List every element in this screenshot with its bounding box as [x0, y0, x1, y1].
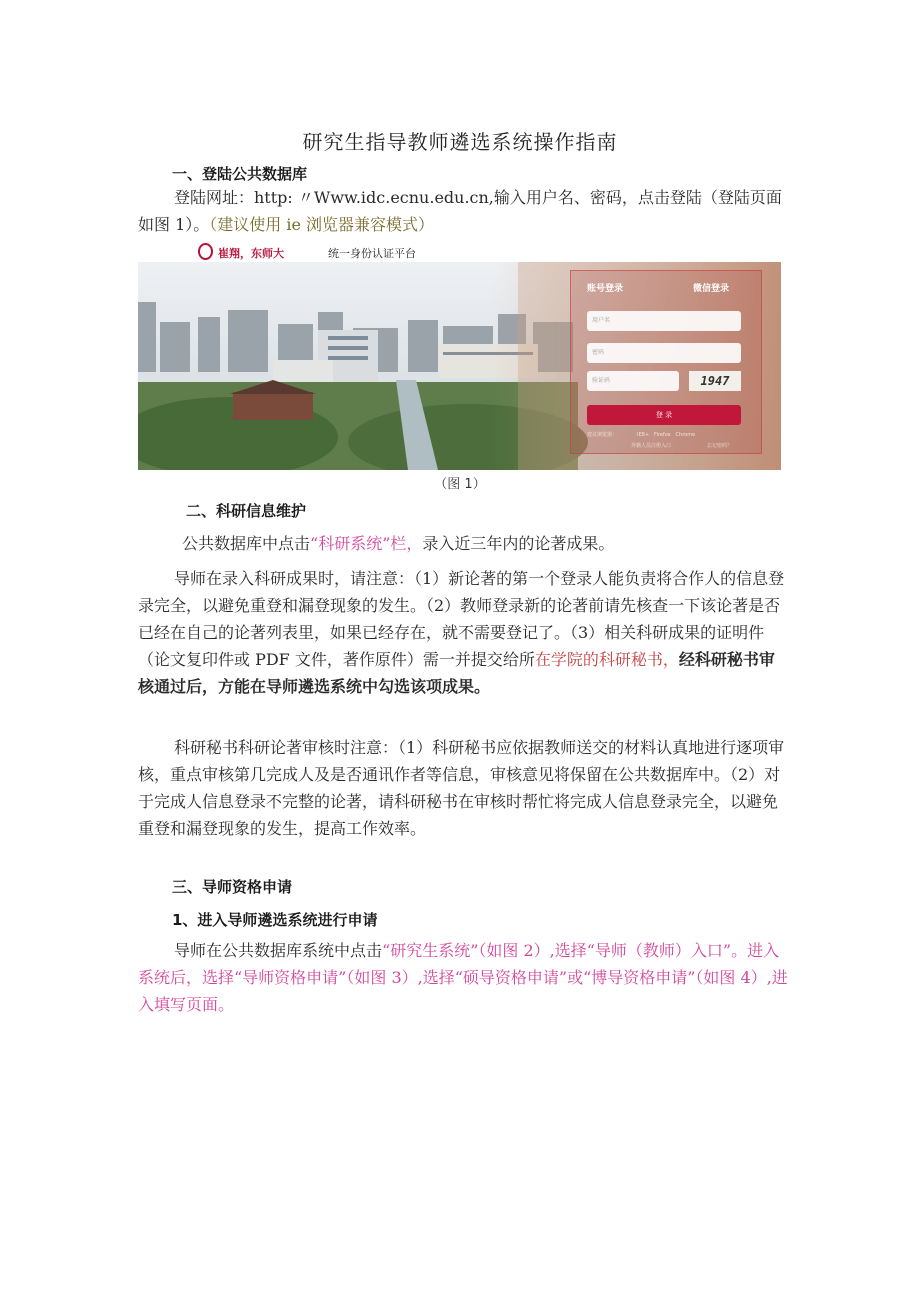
section3-heading: 三、导师资格申请	[172, 878, 293, 896]
section2-paragraph-2	[138, 565, 788, 700]
section2-paragraph-1	[138, 530, 788, 557]
login-panel	[570, 270, 762, 454]
figure-ref: 如图 1）。	[138, 215, 210, 234]
forgot-password-link[interactable]: 忘记密码？	[707, 443, 733, 449]
logo-text: 崔翔，东师大	[218, 247, 284, 260]
foreign-register-link[interactable]: 外籍人员注册入口	[631, 443, 672, 449]
p1-text-b: 录入近三年内的论著成果。	[422, 534, 615, 553]
username-input[interactable]: 用户名	[587, 311, 741, 331]
section1-heading: 一、登陆公共数据库	[172, 165, 308, 183]
tab-wechat-login[interactable]: 微信登录	[693, 284, 730, 294]
tab-account-login[interactable]: 账号登录	[587, 284, 624, 294]
captcha-image[interactable]: 1947	[689, 371, 741, 391]
figure-caption: （图 1）	[434, 477, 486, 492]
section3-subheading: 1、进入导师遴选系统进行申请	[172, 911, 378, 929]
p1-text-a: 公共数据库中点击	[182, 534, 311, 553]
section2-heading: 二、科研信息维护	[186, 502, 307, 520]
password-input[interactable]: 密码	[587, 343, 741, 363]
section3-paragraph	[138, 937, 788, 1018]
s3-text-a: 导师在公共数据库系统中点击	[174, 941, 383, 960]
university-logo-icon	[198, 243, 213, 260]
campus-photo	[138, 262, 781, 470]
browser-note: （建议使用 ie 浏览器兼容模式）	[209, 215, 435, 234]
login-button[interactable]: 登 录	[587, 405, 741, 425]
research-system-link: “科研系统”栏，	[310, 534, 423, 553]
p2-text: 导师在录入科研成果时，请注意：（1）新论著的第一个登录人能负责将合作人的信息登录完全，以避免重登和漏登现象的发生。（2）教师登录新的论著前请先核查一下该论著是否已经在自己的论著列表里，如果已经存在，就不需要登记了。（3）相关科研成果的证明件（论文复印件或 PDF 文件，著作原件）需一并提交给所	[138, 569, 785, 669]
page-title: 研究生指导教师遴选系统操作指南	[302, 130, 618, 154]
browser-list: IE8+ Firefox Chrome	[637, 432, 696, 438]
p2-bold-text: 经科研秘书审核通过后，方能在导师遴选系统中勾选该项成果。	[138, 650, 775, 696]
browser-hint: 建议浏览器：	[587, 432, 618, 438]
s3-pink-text: “研究生系统”（如图 2）,选择“导师（教师）入口”。进入系统后，选择“导师资格申请”（如图 3）,选择“硕导资格申请”或“博导资格申请”（如图 4）,进入填写页面。	[138, 941, 788, 1014]
section2-paragraph-3: 科研秘书科研论著审核时注意：（1）科研秘书应依据教师送交的材料认真地进行逐项审核，重点审核第几完成人及是否通讯作者等信息，审核意见将保留在公共数据库中。（2）对于完成人信息登录不完整的论著，请科研秘书在审核时帮忙将完成人信息登录完全，以避免重登和漏登现象的发生，提高工作效率。	[138, 738, 785, 838]
login-url-text: 登陆网址：http: 〃Www.idc.ecnu.edu.cn,输入用户名、密码，点击登陆（登陆页面	[174, 188, 782, 207]
p2-red-text: 在学院的科研秘书，	[534, 650, 679, 669]
captcha-input[interactable]: 验证码	[587, 371, 679, 391]
section1-paragraph	[138, 184, 788, 238]
platform-title: 统一身份认证平台	[328, 247, 416, 260]
